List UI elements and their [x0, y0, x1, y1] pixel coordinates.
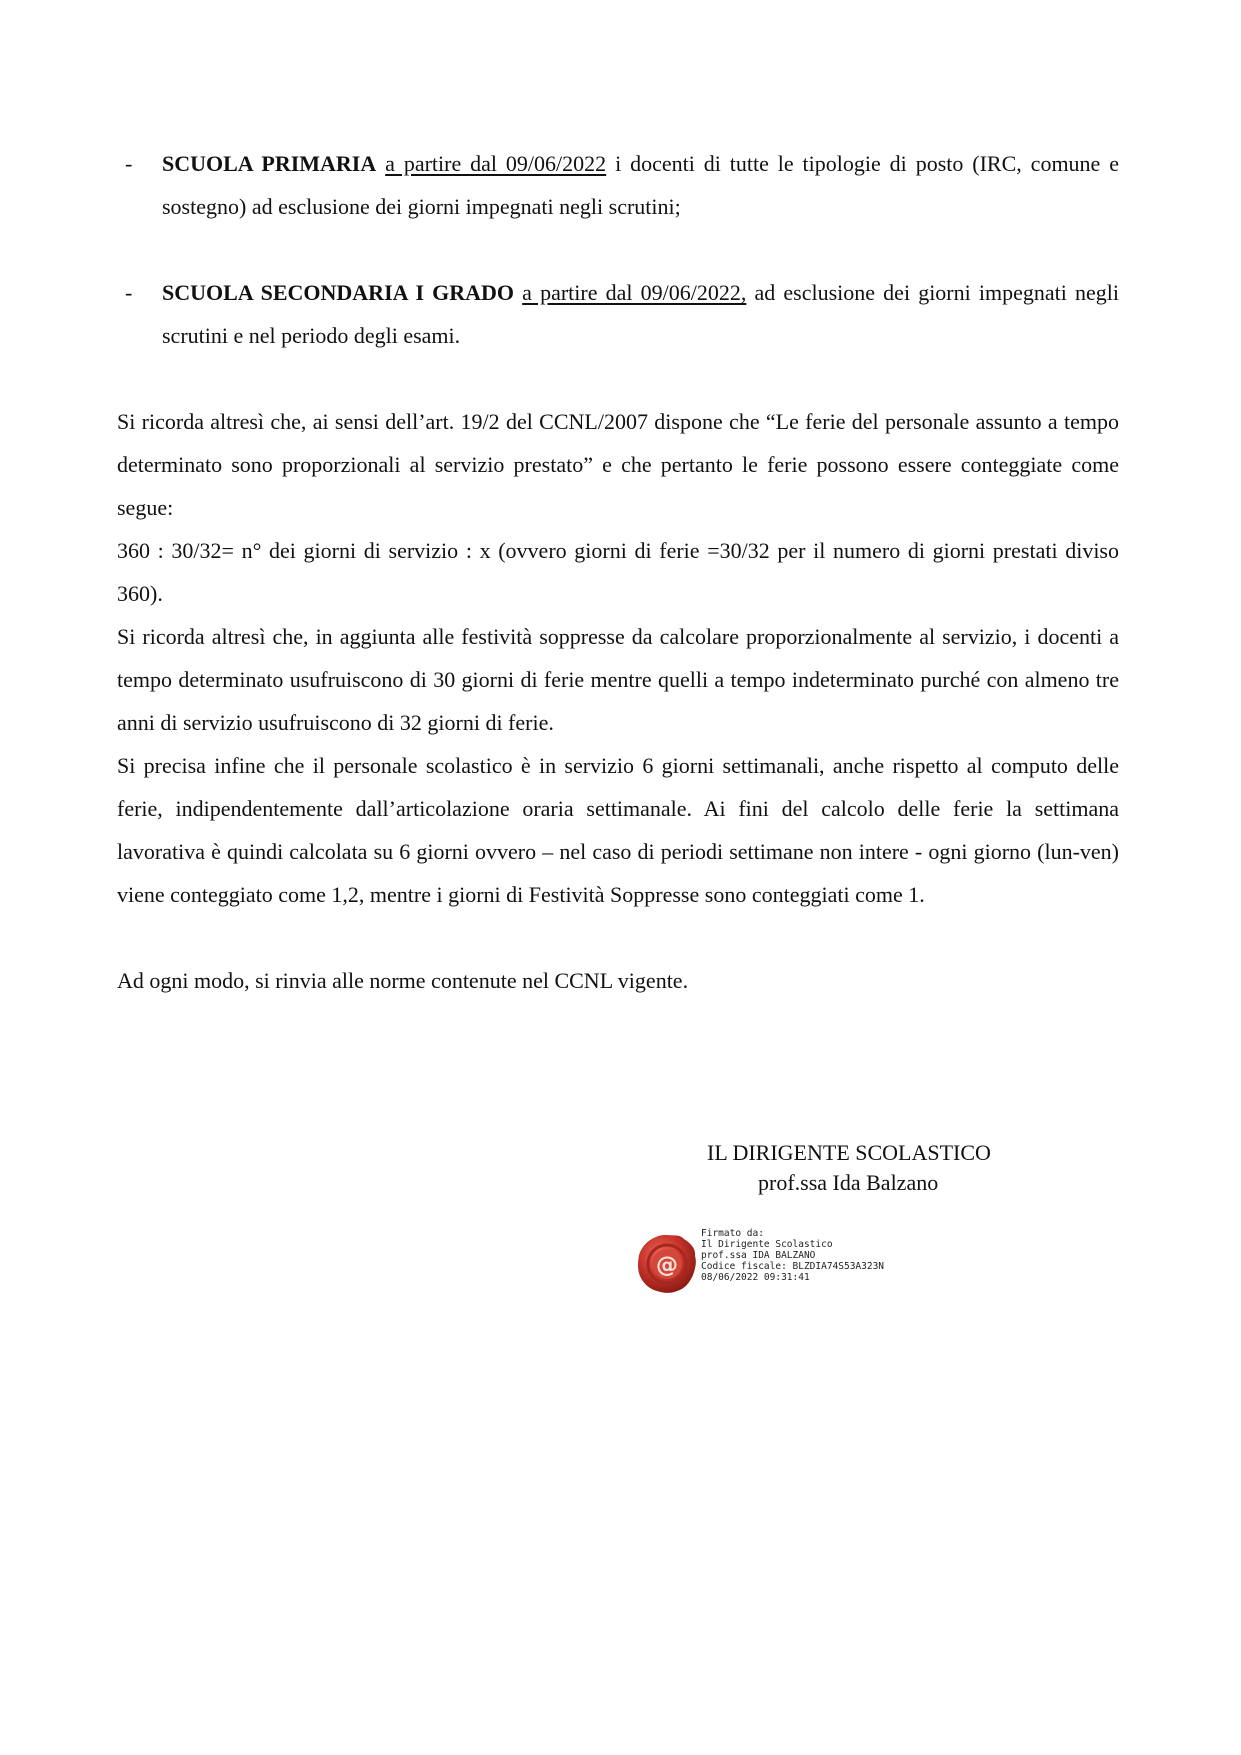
paragraph-festivita: Si ricorda altresì che, in aggiunta alle festività soppresse da calcolare proporzionalmente al servizio, i docenti a tempo determinato usufruiscono di 30 giorni di ferie mentre quelli a tempo indeterminato purché con almeno tre anni di servizio usufruiscono di 32 giorni di ferie. [117, 624, 1119, 735]
bullet-item-secondaria [117, 271, 1119, 357]
signer-name: prof.ssa Ida Balzano [758, 1170, 939, 1195]
paragraph-ccnl-reference: Si ricorda altresì che, ai sensi dell’art. 19/2 del CCNL/2007 dispone che “Le ferie del personale assunto a tempo determinato sono proporzionali al servizio prestato” e che pertanto le ferie possono essere conteggiate come segue: [117, 409, 1119, 520]
seal-at-symbol: @ [656, 1253, 678, 1278]
paragraph-spacer [117, 916, 1119, 959]
signature-block [690, 1138, 1050, 1198]
bullet-body: i docenti di tutte le tipologie di posto (IRC, comune e sostegno) ad esclusione dei giorni impegnati negli scrutini; [162, 151, 1119, 219]
paragraph-closing: Ad ogni modo, si rinvia alle norme contenute nel CCNL vigente. [117, 968, 689, 993]
signer-role: IL DIRIGENTE SCOLASTICO [707, 1140, 991, 1165]
bullet-dash: - [125, 151, 133, 176]
bullet-text [162, 271, 1119, 357]
bullet-body: ad esclusione dei giorni impegnati negli scrutini e nel periodo degli esami. [162, 280, 1119, 348]
digital-signature-text [701, 1228, 884, 1283]
bullet-date: a partire dal 09/06/2022 [385, 151, 607, 176]
sig-line-name: prof.ssa IDA BALZANO [701, 1250, 816, 1261]
sig-line-timestamp: 08/06/2022 09:31:41 [701, 1272, 810, 1283]
wax-seal-at-icon [635, 1232, 699, 1296]
bullet-heading: SCUOLA SECONDARIA I GRADO [162, 280, 515, 305]
sig-line-codice-fiscale: Codice fiscale: BLZDIA74S53A323N [701, 1261, 885, 1272]
digital-signature-stamp [635, 1228, 915, 1298]
paragraph-formula: 360 : 30/32= n° dei giorni di servizio : x (ovvero giorni di ferie =30/32 per il numero di giorni prestati diviso 360). [117, 538, 1119, 606]
sig-line-firmato: Firmato da: [701, 1228, 764, 1239]
bullet-item-primaria [117, 142, 1119, 228]
document-body [117, 142, 1119, 1002]
bullet-date: a partire dal 09/06/2022, [522, 280, 747, 305]
bullet-dash: - [125, 280, 133, 305]
sig-line-role: Il Dirigente Scolastico [701, 1239, 833, 1250]
bullet-heading: SCUOLA PRIMARIA [162, 151, 377, 176]
bullet-text [162, 142, 1119, 228]
paragraph-settimana: Si precisa infine che il personale scolastico è in servizio 6 giorni settimanali, anche rispetto al computo delle ferie, indipendentemente dall’articolazione oraria settimanale. Ai fini del calcolo delle ferie la settimana lavorativa è quindi calcolata su 6 giorni ovvero – nel caso di periodi settimane non intere - ogni giorno (lun-ven) viene conteggiato come 1,2, mentre i giorni di Festività Soppresse sono conteggiati come 1. [117, 753, 1119, 907]
